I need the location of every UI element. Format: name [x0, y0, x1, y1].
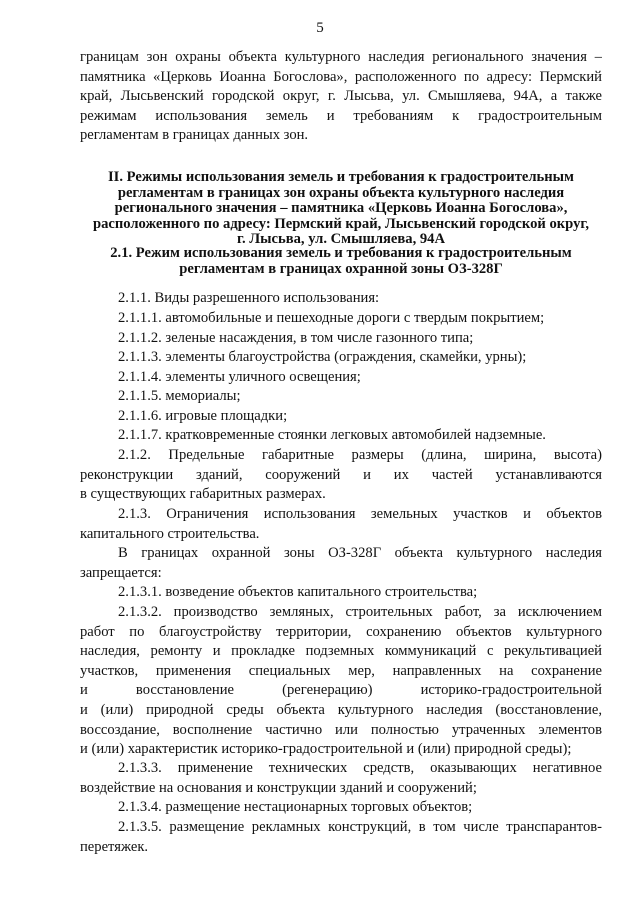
- text-line: участков, применения специальных мер, направленных на сохранение: [80, 662, 602, 679]
- text-line: границам зон охраны объекта культурного наследия регионального значения –: [80, 49, 602, 65]
- text-line: перетяжек.: [80, 838, 149, 855]
- heading-line: расположенного по адресу: Пермский край, Лысьвенский городской округ,: [92, 216, 590, 232]
- text-line: капитального строительства.: [80, 525, 260, 542]
- list-item: 2.1.1.6. игровые площадки;: [118, 408, 288, 424]
- text-line: в существующих габаритных размерах.: [80, 486, 326, 503]
- text-line: воссоздание, восполнение частично или полностью утраченных элементов: [80, 721, 602, 738]
- list-item: 2.1.1. Виды разрешенного использования:: [118, 290, 380, 306]
- text-line: памятника «Церковь Иоанна Богослова», расположенного по адресу: Пермский: [80, 68, 602, 85]
- text-line: работ по благоустройству территории, сохранению объектов культурного: [80, 623, 602, 640]
- text-line: реконструкции зданий, сооружений и их частей устанавливаются: [80, 466, 602, 483]
- heading-line: 2.1. Режим использования земель и требования к градостроительным: [110, 246, 572, 261]
- heading-line: г. Лысьва, ул. Смышляева, 94А: [237, 232, 445, 247]
- text-line: наследия, ремонту и прокладке подземных коммуникаций с рекультивацией: [80, 643, 602, 660]
- text-line: регламентам в границах данных зон.: [80, 127, 309, 144]
- list-item: 2.1.1.5. мемориалы;: [118, 388, 241, 404]
- text-line: 2.1.3.3. применение технических средств, оказывающих негативное: [118, 760, 602, 776]
- list-item: 2.1.1.4. элементы уличного освещения;: [118, 369, 361, 385]
- text-line: и (или) характеристик историко-градостроительной и (или) природной среды);: [80, 741, 572, 758]
- paragraph-2-1-3-5: [80, 818, 602, 857]
- subsection-title: [80, 246, 602, 277]
- text-line: 2.1.3.2. производство земляных, строительных работ, за исключением: [118, 604, 602, 620]
- heading-line: регионального значения – памятника «Церковь Иоанна Богослова»,: [114, 201, 568, 216]
- text-line: 2.1.3.5. размещение рекламных конструкций, в том числе транспарантов-: [118, 819, 602, 835]
- paragraph-2-1-3-2: [80, 603, 602, 760]
- list-item: 2.1.1.7. кратковременные стоянки легковых автомобилей надземные.: [118, 427, 546, 443]
- text-line: запрещается:: [80, 564, 162, 581]
- list-item: 2.1.1.1. автомобильные и пешеходные дороги с твердым покрытием;: [118, 310, 545, 326]
- text-line: 2.1.2. Предельные габаритные размеры (длина, ширина, высота): [118, 447, 602, 463]
- intro-paragraph: [80, 48, 602, 146]
- heading-line: регламентам в границах охранной зоны ОЗ-328Г: [179, 261, 503, 277]
- text-line: край, Лысьвенский городской округ, г. Лысьва, ул. Смышляева, 94А, а также: [80, 88, 602, 105]
- list-item: 2.1.1.2. зеленые насаждения, в том числе газонного типа;: [118, 330, 474, 346]
- text-line: режимам использования земель и требованиям к градостроительным: [80, 107, 602, 124]
- heading-line: регламентам в границах зон охраны объекта культурного наследия: [117, 185, 565, 201]
- paragraph-prohibit: [80, 544, 602, 583]
- text-line: 2.1.3. Ограничения использования земельных участков и объектов: [118, 506, 602, 522]
- text-line: и восстановление (регенерацию) историко-градостроительной: [80, 682, 602, 699]
- list-item: 2.1.1.3. элементы благоустройства (ограждения, скамейки, урны);: [118, 349, 527, 365]
- list-item: 2.1.3.1. возведение объектов капитального строительства;: [118, 584, 478, 600]
- page-number: 5: [316, 20, 324, 36]
- heading-line: II. Режимы использования земель и требования к градостроительным: [108, 170, 574, 185]
- section-title: [80, 170, 602, 248]
- text-line: и (или) природной среды объекта культурного наследия (восстановление,: [80, 701, 602, 718]
- paragraph-2-1-3: [80, 505, 602, 544]
- text-line: воздействие на основания и конструкции зданий и сооружений;: [80, 779, 477, 796]
- list-item: 2.1.3.4. размещение нестационарных торговых объектов;: [118, 799, 473, 815]
- paragraph-2-1-3-3: [80, 759, 602, 798]
- text-line: В границах охранной зоны ОЗ-328Г объекта культурного наследия: [118, 545, 602, 561]
- paragraph-2-1-2: [80, 446, 602, 505]
